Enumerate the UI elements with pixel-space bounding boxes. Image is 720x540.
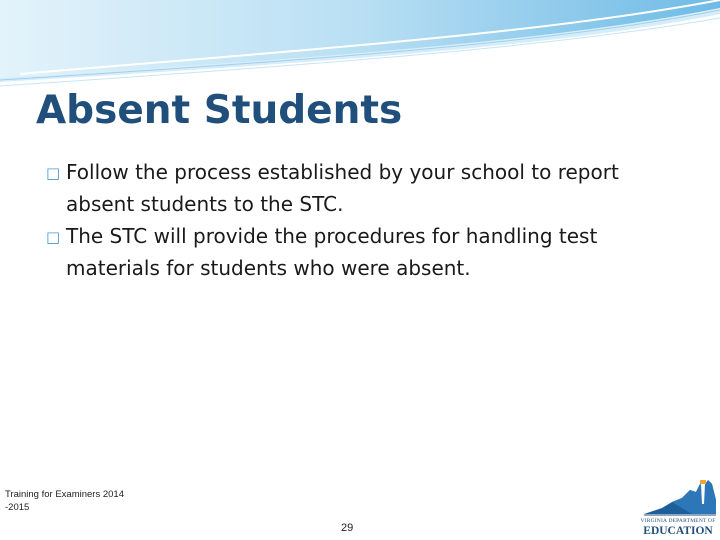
- square-bullet-icon: □: [46, 228, 61, 246]
- logo-name: EDUCATION: [643, 525, 713, 537]
- header-swoosh-decoration: [0, 0, 720, 90]
- bullet-text: The STC will provide the procedures for handling test materials for students who were absent.: [66, 224, 598, 280]
- education-logo: [636, 478, 718, 538]
- logo-subtitle: VIRGINIA DEPARTMENT OF: [640, 518, 716, 524]
- footer-line: -2015: [5, 502, 30, 513]
- bullet-list: [44, 156, 684, 284]
- slide-title: Absent Students: [36, 88, 403, 133]
- footer-text: [5, 488, 145, 514]
- virginia-state-outline-icon: [642, 478, 718, 516]
- bullet-item: [44, 220, 684, 284]
- page-number: 29: [341, 522, 354, 534]
- square-bullet-icon: □: [46, 164, 61, 182]
- bullet-item: [44, 156, 684, 220]
- bullet-text: Follow the process established by your school to report absent students to the STC.: [66, 160, 619, 216]
- footer-line: Training for Examiners 2014: [5, 489, 124, 500]
